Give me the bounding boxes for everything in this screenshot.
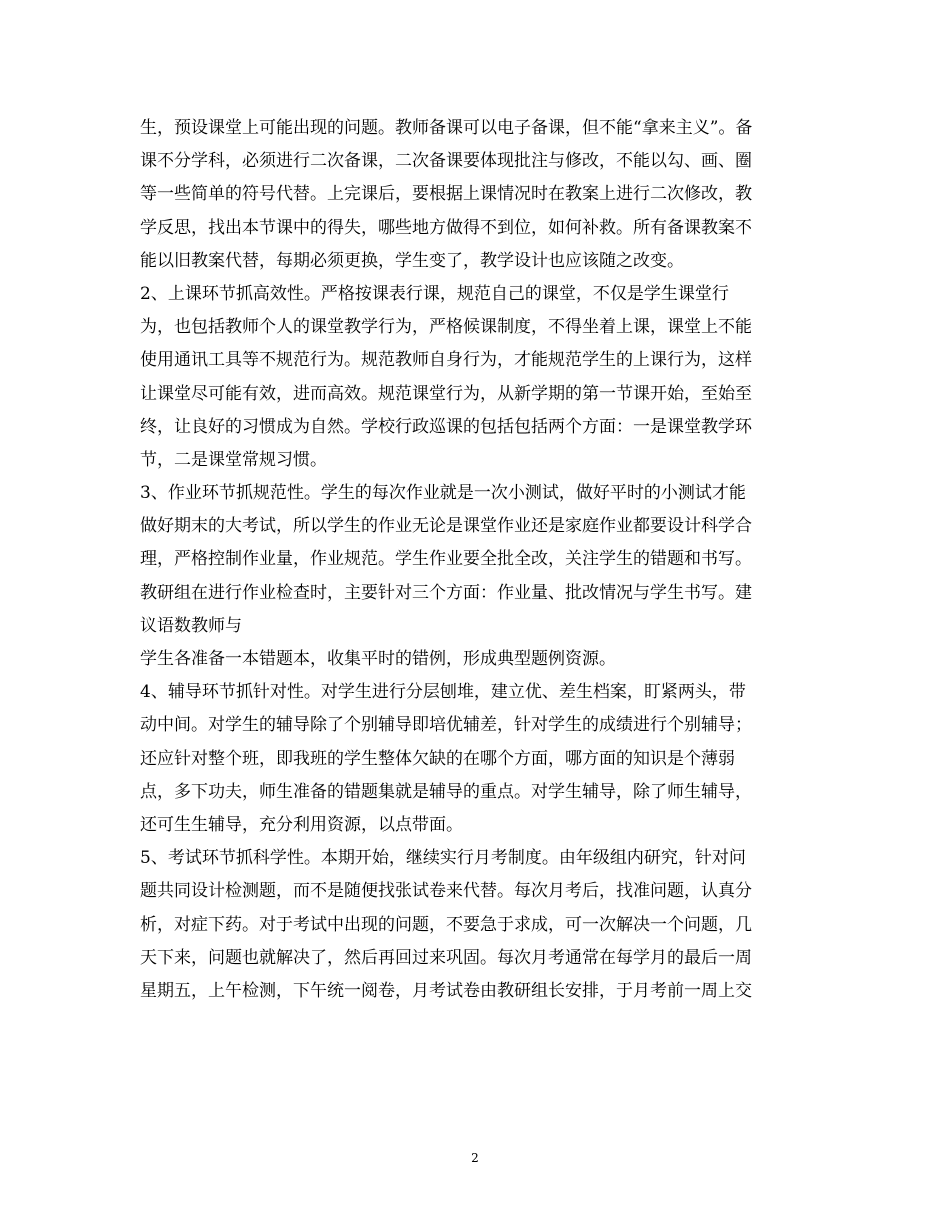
text-line: 还可生生辅导，充分利用资源，以点带面。 — [140, 814, 463, 835]
text-line: 让课堂尽可能有效，进而高效。规范课堂行为，从新学期的第一节课开始，至始至 — [140, 383, 752, 404]
text-line: 等一些简单的符号代替。上完课后，要根据上课情况时在教案上进行二次修改，教 — [140, 184, 752, 205]
text-line: 点，多下功夫，师生准备的错题集就是辅导的重点。对学生辅导，除了师生辅导， — [140, 781, 752, 802]
text-line: 3、作业环节抓规范性。学生的每次作业就是一次小测试，做好平时的小测试才能 — [140, 483, 746, 504]
text-line: 学反思，找出本节课中的得失，哪些地方做得不到位，如何补救。所有备课教案不 — [140, 217, 752, 238]
text-line: 生，预设课堂上可能出现的问题。教师备课可以电子备课，但不能“拿来主义”。备 — [140, 118, 753, 138]
text-line: 议语数教师与 — [140, 615, 242, 636]
text-line: 2、上课环节抓高效性。严格按课表行课，规范自己的课堂，不仅是学生课堂行 — [140, 283, 729, 304]
text-line: 动中间。对学生的辅导除了个别辅导即培优辅差，针对学生的成绩进行个别辅导； — [140, 715, 752, 736]
text-line: 节，二是课堂常规习惯。 — [140, 449, 327, 470]
page-number: 2 — [471, 1151, 479, 1165]
text-line: 天下来，问题也就解决了，然后再回过来巩固。每次月考通常在每学月的最后一周 — [140, 947, 752, 968]
text-line: 理，严格控制作业量，作业规范。学生作业要全批全改，关注学生的错题和书写。 — [140, 549, 752, 570]
text-line: 使用通讯工具等不规范行为。规范教师自身行为，才能规范学生的上课行为，这样 — [140, 350, 752, 371]
text-line: 教研组在进行作业检查时，主要针对三个方面：作业量、批改情况与学生书写。建 — [140, 582, 752, 603]
text-line: 星期五，上午检测，下午统一阅卷，月考试卷由教研组长安排，于月考前一周上交 — [140, 980, 752, 1001]
text-line: 学生各准备一本错题本，收集平时的错例，形成典型题例资源。 — [140, 649, 616, 669]
text-line: 还应针对整个班，即我班的学生整体欠缺的在哪个方面，哪方面的知识是个薄弱 — [140, 748, 735, 769]
text-line: 能以旧教案代替，每期必须更换，学生变了，教学设计也应该随之改变。 — [140, 250, 684, 271]
body-text — [140, 112, 812, 1008]
text-line: 做好期末的大考试，所以学生的作业无论是课堂作业还是家庭作业都要设计科学合 — [140, 516, 752, 537]
text-line: 课不分学科，必须进行二次备课，二次备课要体现批注与修改，不能以勾、画、圈 — [140, 151, 752, 172]
text-line: 题共同设计检测题，而不是随便找张试卷来代替。每次月考后，找准问题，认真分 — [140, 881, 752, 902]
text-line: 析，对症下药。对于考试中出现的问题，不要急于求成，可一次解决一个问题，几 — [140, 914, 752, 935]
text-line: 为，也包括教师个人的课堂教学行为，严格候课制度，不得坐着上课，课堂上不能 — [140, 317, 752, 338]
text-line: 终，让良好的习惯成为自然。学校行政巡课的包括包括两个方面：一是课堂教学环 — [140, 416, 752, 437]
text-line: 4、辅导环节抓针对性。对学生进行分层刨堆，建立优、差生档案，盯紧两头，带 — [140, 682, 746, 703]
text-line: 5、考试环节抓科学性。本期开始，继续实行月考制度。由年级组内研究，针对问 — [140, 848, 746, 869]
